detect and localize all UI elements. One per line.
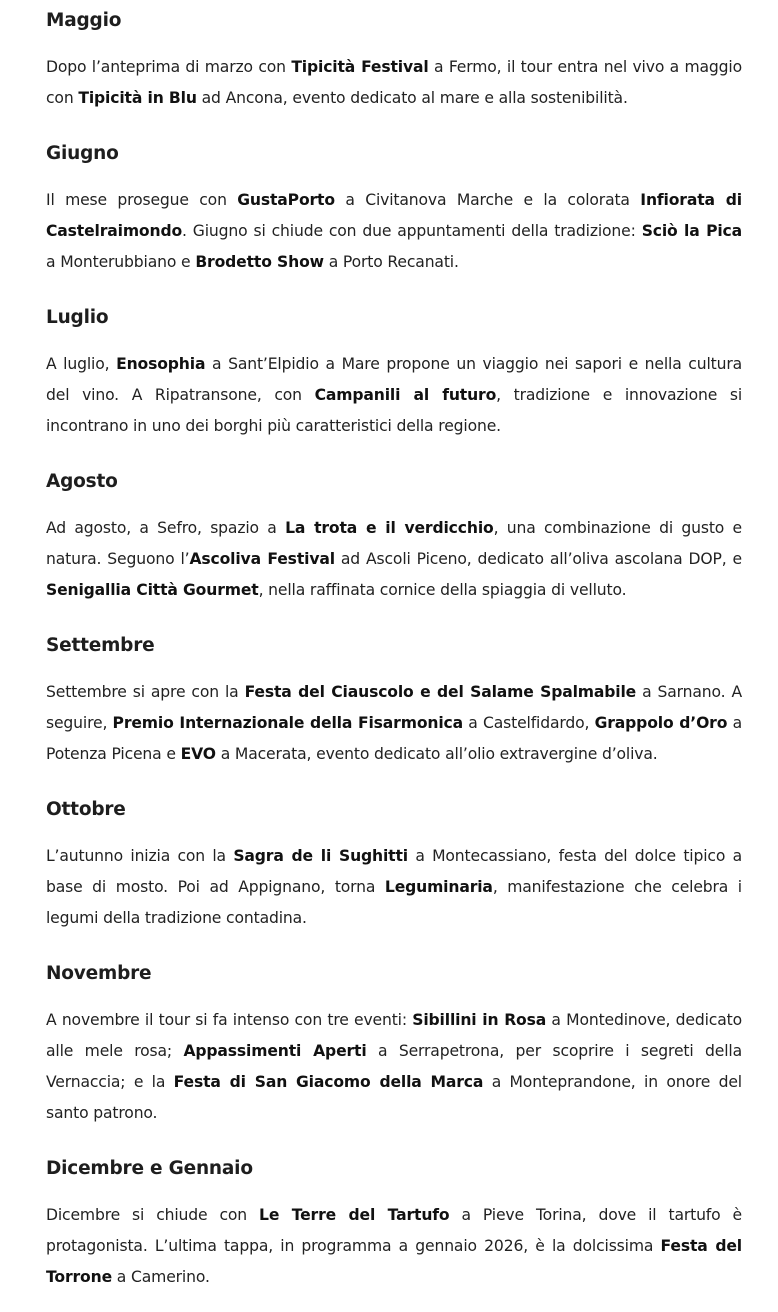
- section-paragraph: [46, 841, 742, 953]
- section-luglio: [46, 297, 742, 461]
- paragraph-text: Dopo l’anteprima di marzo con: [46, 58, 292, 76]
- event-name: Grappolo d’Oro: [594, 714, 728, 732]
- paragraph-text: , nella raffinata cornice della spiaggia di velluto.: [258, 581, 627, 599]
- section-heading: Novembre: [46, 963, 152, 984]
- section-maggio: [46, 0, 742, 133]
- event-name: Senigallia Città Gourmet: [46, 581, 259, 599]
- paragraph-text: A luglio,: [46, 355, 117, 373]
- paragraph-text: a Montedinove, dedicato alle mele rosa;: [46, 1011, 742, 1060]
- section-settembre: [46, 625, 742, 789]
- event-name: Festa del Torrone: [46, 1237, 742, 1286]
- section-heading: Ottobre: [46, 799, 126, 820]
- event-name: Infiorata di Castelraimondo: [46, 191, 743, 240]
- event-name: Sagra de li Sughitti: [233, 847, 408, 865]
- paragraph-text: a Pieve Torina, dove il tartufo è protagonista. L’ultima tappa, in programma a gennaio 2026, è la dolcissima: [46, 1206, 742, 1255]
- section-paragraph: [46, 513, 742, 625]
- paragraph-text: . Giugno si chiude con due appuntamenti della tradizione:: [182, 222, 642, 240]
- paragraph-text: a Castelfidardo,: [463, 714, 595, 732]
- event-name: Enosophia: [116, 355, 206, 373]
- event-name: GustaPorto: [237, 191, 335, 209]
- paragraph-text: Dicembre si chiude con: [46, 1206, 260, 1224]
- paragraph-text: a Civitanova Marche e la colorata: [334, 191, 641, 209]
- section-novembre: [46, 953, 742, 1148]
- paragraph-text: , una combinazione di gusto e natura. Seguono l’: [46, 519, 743, 568]
- section-heading: Settembre: [46, 635, 155, 656]
- paragraph-text: a Camerino.: [112, 1268, 210, 1286]
- paragraph-text: a Porto Recanati.: [323, 253, 459, 271]
- paragraph-text: ad Ancona, evento dedicato al mare e alla sostenibilità.: [196, 89, 628, 107]
- paragraph-text: a Sant’Elpidio a Mare propone un viaggio nei sapori e nella cultura del vino. A Ripatransone, con: [46, 355, 742, 404]
- section-dicembre-e-gennaio: [46, 1148, 742, 1312]
- section-heading: Giugno: [46, 143, 119, 164]
- section-heading: Dicembre e Gennaio: [46, 1158, 253, 1179]
- section-paragraph: [46, 349, 742, 461]
- section-paragraph: [46, 185, 742, 297]
- paragraph-text: , tradizione e innovazione si incontrano in uno dei borghi più caratteristici della regione.: [46, 386, 742, 435]
- event-name: EVO: [180, 745, 216, 763]
- section-giugno: [46, 133, 742, 297]
- paragraph-text: a Sarnano. A seguire,: [46, 683, 742, 732]
- section-heading: Agosto: [46, 471, 118, 492]
- section-paragraph: [46, 52, 742, 133]
- paragraph-text: , manifestazione che celebra i legumi della tradizione contadina.: [46, 878, 742, 927]
- event-name: La trota e il verdicchio: [285, 519, 494, 537]
- event-name: Brodetto Show: [195, 253, 324, 271]
- event-name: Festa del Ciauscolo e del Salame Spalmabile: [244, 683, 637, 701]
- paragraph-text: L’autunno inizia con la: [46, 847, 234, 865]
- event-name: Premio Internazionale della Fisarmonica: [112, 714, 463, 732]
- paragraph-text: Il mese prosegue con: [46, 191, 238, 209]
- paragraph-text: a Fermo, il tour entra nel vivo a maggio con: [46, 58, 742, 107]
- paragraph-text: ad Ascoli Piceno, dedicato all’oliva ascolana DOP, e: [334, 550, 742, 568]
- paragraph-text: Settembre si apre con la: [46, 683, 245, 701]
- paragraph-text: a Serrapetrona, per scoprire i segreti della Vernaccia; e la: [46, 1042, 742, 1091]
- event-name: Tipicità in Blu: [78, 89, 197, 107]
- event-name: Tipicità Festival: [291, 58, 429, 76]
- event-name: Campanili al futuro: [314, 386, 497, 404]
- paragraph-text: Ad agosto, a Sefro, spazio a: [46, 519, 286, 537]
- section-paragraph: [46, 677, 742, 789]
- section-paragraph: [46, 1200, 742, 1312]
- paragraph-text: A novembre il tour si fa intenso con tre eventi:: [46, 1011, 413, 1029]
- section-heading: Luglio: [46, 307, 109, 328]
- section-ottobre: [46, 789, 742, 953]
- event-name: Sibillini in Rosa: [412, 1011, 547, 1029]
- event-name: Leguminaria: [384, 878, 493, 896]
- paragraph-text: a Montecassiano, festa del dolce tipico a base di mosto. Poi ad Appignano, torna: [46, 847, 742, 896]
- event-name: Appassimenti Aperti: [183, 1042, 367, 1060]
- paragraph-text: a Monterubbiano e: [46, 253, 196, 271]
- paragraph-text: a Macerata, evento dedicato all’olio extravergine d’oliva.: [215, 745, 658, 763]
- event-name: Sciò la Pica: [641, 222, 743, 240]
- section-paragraph: [46, 1005, 742, 1148]
- paragraph-text: a Monteprandone, in onore del santo patrono.: [46, 1073, 742, 1122]
- event-name: Le Terre del Tartufo: [259, 1206, 450, 1224]
- section-agosto: [46, 461, 742, 625]
- paragraph-text: a Potenza Picena e: [46, 714, 742, 763]
- section-heading: Maggio: [46, 10, 122, 31]
- event-name: Festa di San Giacomo della Marca: [173, 1073, 484, 1091]
- article: [46, 0, 742, 1312]
- event-name: Ascoliva Festival: [189, 550, 335, 568]
